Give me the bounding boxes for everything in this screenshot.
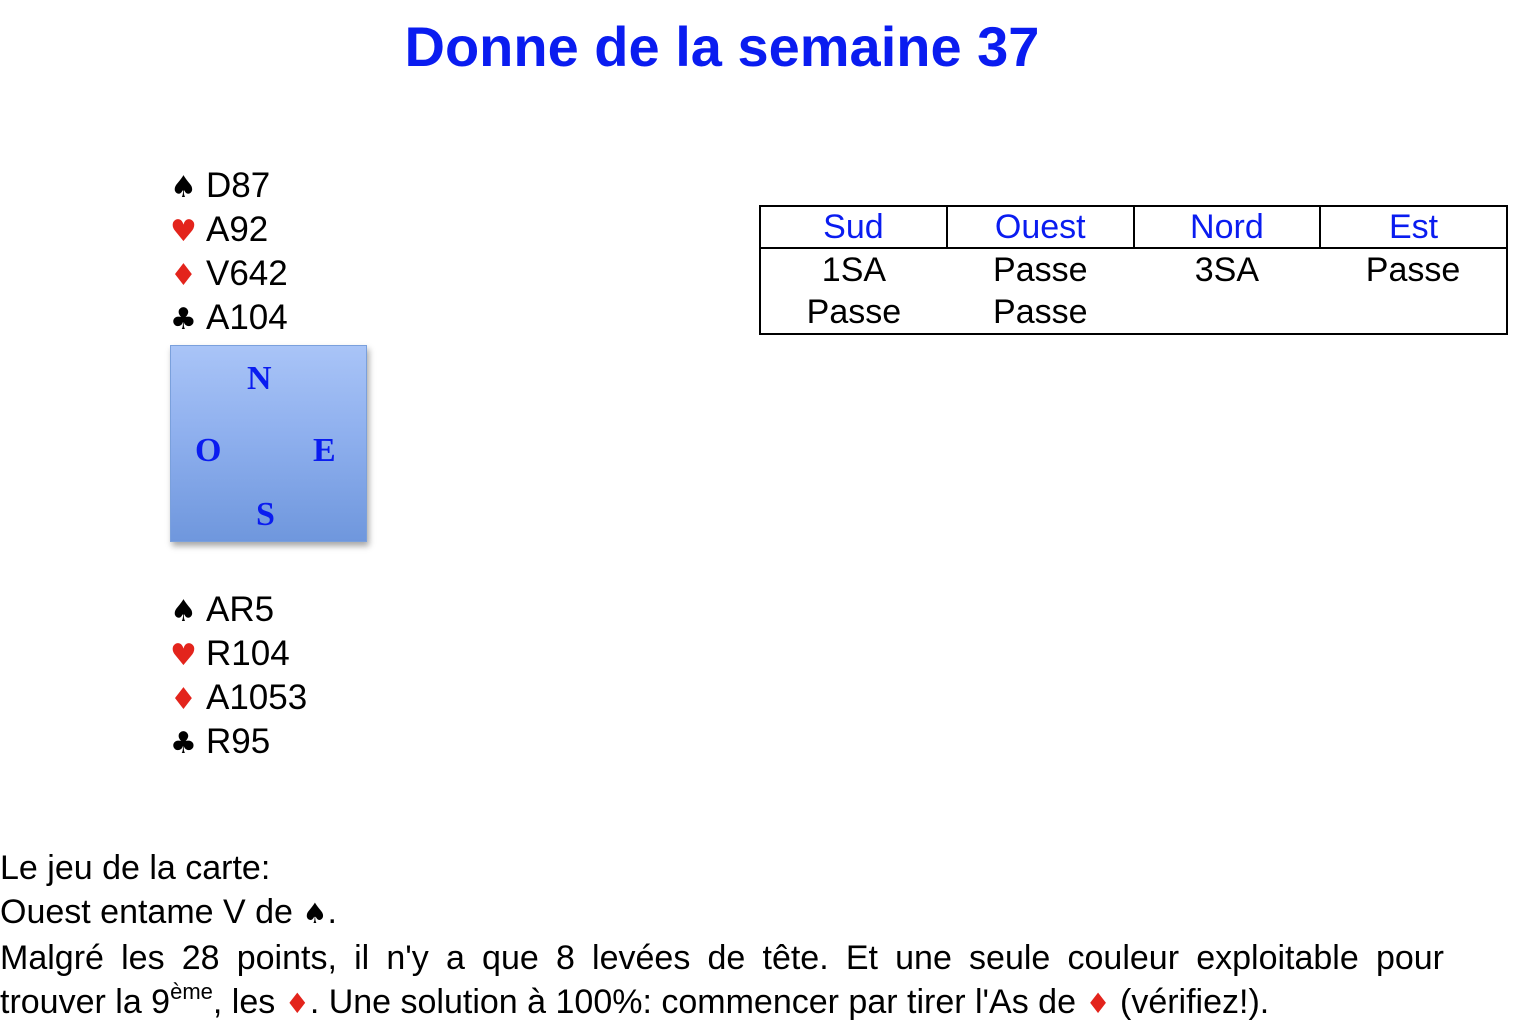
bidding-table (759, 205, 1508, 335)
diamond-icon: ♦ (170, 682, 197, 717)
superscript-text: ème (170, 979, 213, 1004)
diamond-icon: ♦ (284, 987, 310, 1020)
bid-cell: 3SA (1194, 251, 1260, 289)
heart-icon: ♥ (170, 214, 197, 249)
analysis-text: , les (212, 983, 285, 1021)
analysis-line-1: Malgré les 28 points, il n'y a que 8 levées de tête. Et une seule couleur exploitable pour (0, 939, 1444, 977)
lead-suffix: . (327, 893, 337, 931)
compass-east-label: E (313, 432, 336, 469)
analysis-text: (vérifiez!). (1110, 983, 1270, 1021)
south-spades-cards: AR5 (206, 590, 275, 629)
bidding-header-ouest: Ouest (947, 206, 1134, 248)
analysis-line-2 (0, 980, 1444, 1026)
north-diamonds-cards: V642 (206, 254, 288, 293)
compass-west-label: O (195, 432, 222, 469)
compass-north-label: N (247, 360, 272, 397)
north-hearts-row (170, 208, 288, 252)
compass-south-label: S (256, 496, 275, 533)
diamond-icon: ♦ (1085, 987, 1111, 1020)
south-hand (170, 588, 307, 764)
bid-cell (1320, 291, 1507, 334)
bid-cell: Passe (806, 293, 902, 331)
page-title: Donne de la semaine 37 (404, 15, 1040, 78)
spade-icon: ♠ (170, 170, 197, 205)
south-hearts-cards: R104 (206, 634, 290, 673)
bid-cell: Passe (1365, 251, 1461, 289)
heart-icon: ♥ (170, 638, 197, 673)
bidding-header-nord: Nord (1134, 206, 1320, 248)
south-clubs-cards: R95 (206, 722, 271, 761)
south-hearts-row (170, 632, 307, 676)
north-spades-row (170, 164, 288, 208)
play-heading: Le jeu de la carte: (0, 849, 271, 887)
spade-icon: ♠ (170, 594, 197, 629)
bid-cell: Passe (993, 251, 1088, 289)
bidding-row (760, 248, 1507, 291)
club-icon: ♣ (170, 302, 197, 337)
north-hand (170, 164, 288, 340)
bid-cell (1134, 291, 1320, 334)
bidding-row (760, 291, 1507, 334)
south-diamonds-cards: A1053 (206, 678, 308, 717)
north-clubs-cards: A104 (206, 298, 288, 337)
bidding-header-est: Est (1320, 206, 1507, 248)
bidding-header-row (760, 206, 1507, 248)
opening-lead-line (0, 890, 1444, 936)
club-icon: ♣ (170, 726, 197, 761)
south-clubs-row (170, 720, 307, 764)
diamond-icon: ♦ (170, 258, 197, 293)
lead-text: Ouest entame V de (0, 893, 303, 931)
analysis-text: . Une solution à 100%: commencer par tirer l'As de (309, 983, 1086, 1021)
spade-icon: ♠ (302, 897, 328, 930)
play-description (0, 846, 1444, 1026)
bid-cell: Passe (993, 293, 1088, 331)
bidding-header-sud: Sud (760, 206, 947, 248)
south-spades-row (170, 588, 307, 632)
north-clubs-row (170, 296, 288, 340)
north-spades-cards: D87 (206, 166, 271, 205)
south-diamonds-row (170, 676, 307, 720)
north-hearts-cards: A92 (206, 210, 269, 249)
compass-table (170, 345, 367, 542)
analysis-text: trouver la 9 (0, 983, 171, 1021)
bid-cell: 1SA (821, 251, 887, 289)
north-diamonds-row (170, 252, 288, 296)
